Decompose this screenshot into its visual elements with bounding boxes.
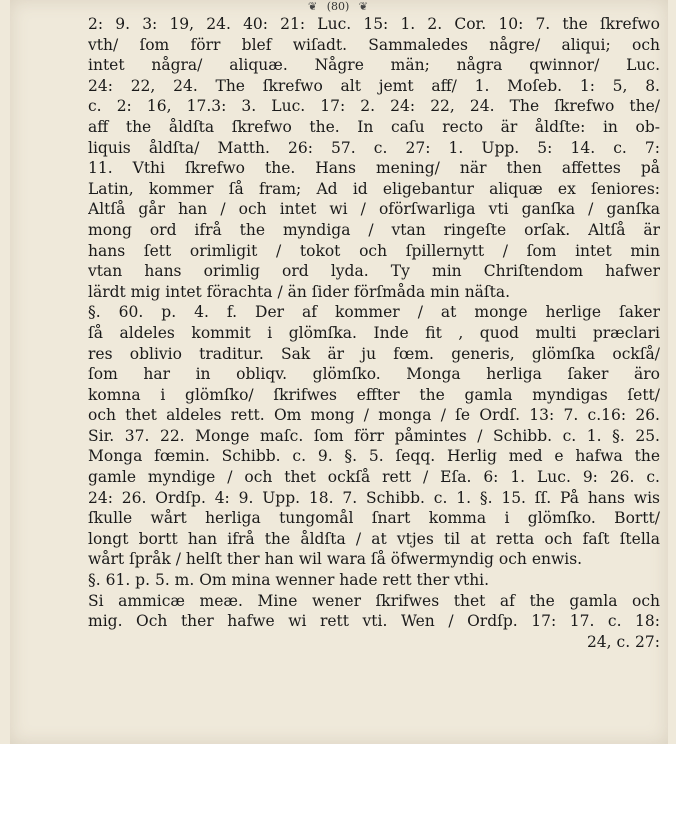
text-line: hans ſett orimligit / tokot och ſpillernytt / ſom intet min — [88, 241, 660, 260]
text-line: 24: 22, 24. The ſkrefwo alt jemt aff/ 1. Moſeb. 1: 5, 8. — [88, 76, 660, 95]
text-line: 11. Vthi ſkrefwo the. Hans mening/ när then affettes på — [88, 159, 660, 178]
text-line: wårt ſpråk / helſt ther han wil wara ſå öfwermyndig och enwis. — [88, 550, 583, 569]
text-line: mong ord ifrå the myndiga / vtan ringeſte orſak. Altſå är — [88, 220, 660, 239]
text-line: mig. Och ther hafwe wi rett vti. Wen / Ordſp. 17: 17. c. 18: — [88, 612, 660, 631]
page-number: (80) — [326, 0, 350, 13]
text-line: Sir. 37. 22. Monge maſc. ſom förr påmintes / Schibb. c. 1. §. 25. — [88, 426, 660, 445]
text-line: intet några/ aliquæ. Någre män; några qwinnor/ Luc. — [88, 56, 660, 75]
text-line: och thet aldeles rett. Om mong / monga / ſe Ordſ. 13: 7. c.16: 26. — [88, 406, 660, 425]
text-line: vtan hans orimlig ord lyda. Ty min Chriſtendom hafwer — [88, 262, 660, 281]
page-bottom-margin — [0, 744, 676, 839]
page-header — [0, 0, 676, 14]
text-line: gamle myndige / och thet ockſå rett / Eſa. 6: 1. Luc. 9: 26. c. — [88, 468, 660, 487]
text-line: ſå aldeles kommit i glömſka. Inde fit , quod multi præclari — [88, 323, 660, 342]
ornament-right-icon: ❦ — [358, 0, 369, 13]
text-line: ſom har in obliqv. glömſko. Monga herliga ſaker äro — [88, 365, 660, 384]
text-line: 24: 26. Ordſp. 4: 9. Upp. 18. 7. Schibb. c. 1. §. 15. ſſ. På hans wis — [88, 488, 660, 507]
text-line: Latin, kommer ſå fram; Ad id eligebantur aliquæ ex ſeniores: — [88, 179, 660, 198]
text-line: Monga fœmin. Schibb. c. 9. §. 5. ſeqq. Herlig med e hafwa the — [88, 447, 660, 466]
text-line: c. 2: 16, 17.3: 3. Luc. 17: 2. 24: 22, 24. The ſkrefwo the/ — [88, 97, 660, 116]
text-line: komna i glömſko/ ſkrifwes effter the gamla myndigas ſett/ — [88, 385, 660, 404]
text-line: §. 61. p. 5. m. Om mina wenner hade rett ther vthi. — [88, 571, 490, 590]
text-line: 2: 9. 3: 19, 24. 40: 21: Luc. 15: 1. 2. Cor. 10: 7. the ſkrefwo — [88, 15, 660, 33]
ornament-left-icon: ❦ — [307, 0, 318, 13]
text-line: §. 60. p. 4. f. Der af kommer / at monge herlige ſaker — [88, 303, 660, 322]
body-text — [88, 14, 660, 652]
text-line: lärdt mig intet förachta / än ſider förſmåda min näſta. — [88, 282, 511, 301]
text-line: ſkulle wårt herliga tungomål ſnart komma i glömſko. Bortt/ — [88, 509, 660, 528]
text-line: res oblivio traditur. Sak är ju fœm. generis, glömſka ockſå/ — [88, 344, 660, 363]
text-line: aff the åldſta ſkrefwo the. In caſu recto är åldſte: in ob- — [88, 117, 660, 136]
text-line: Altſå går han / och intet wi / oförſwarliga vti ganſka / ganſka — [88, 200, 660, 219]
text-line: liquis åldſta/ Matth. 26: 57. c. 27: 1. Upp. 5: 14. c. 7: — [88, 138, 660, 157]
text-line: longt bortt han ifrå the åldſta / at vtjes til at retta och faſt ſtella — [88, 529, 660, 548]
text-line: vth/ ſom förr blef wiſadt. Sammaledes någre/ aliqui; och — [88, 35, 660, 54]
text-line: 24, c. 27: — [586, 632, 660, 651]
text-line: Si ammicæ meæ. Mine wener ſkrifwes thet af the gamla och — [88, 591, 660, 610]
